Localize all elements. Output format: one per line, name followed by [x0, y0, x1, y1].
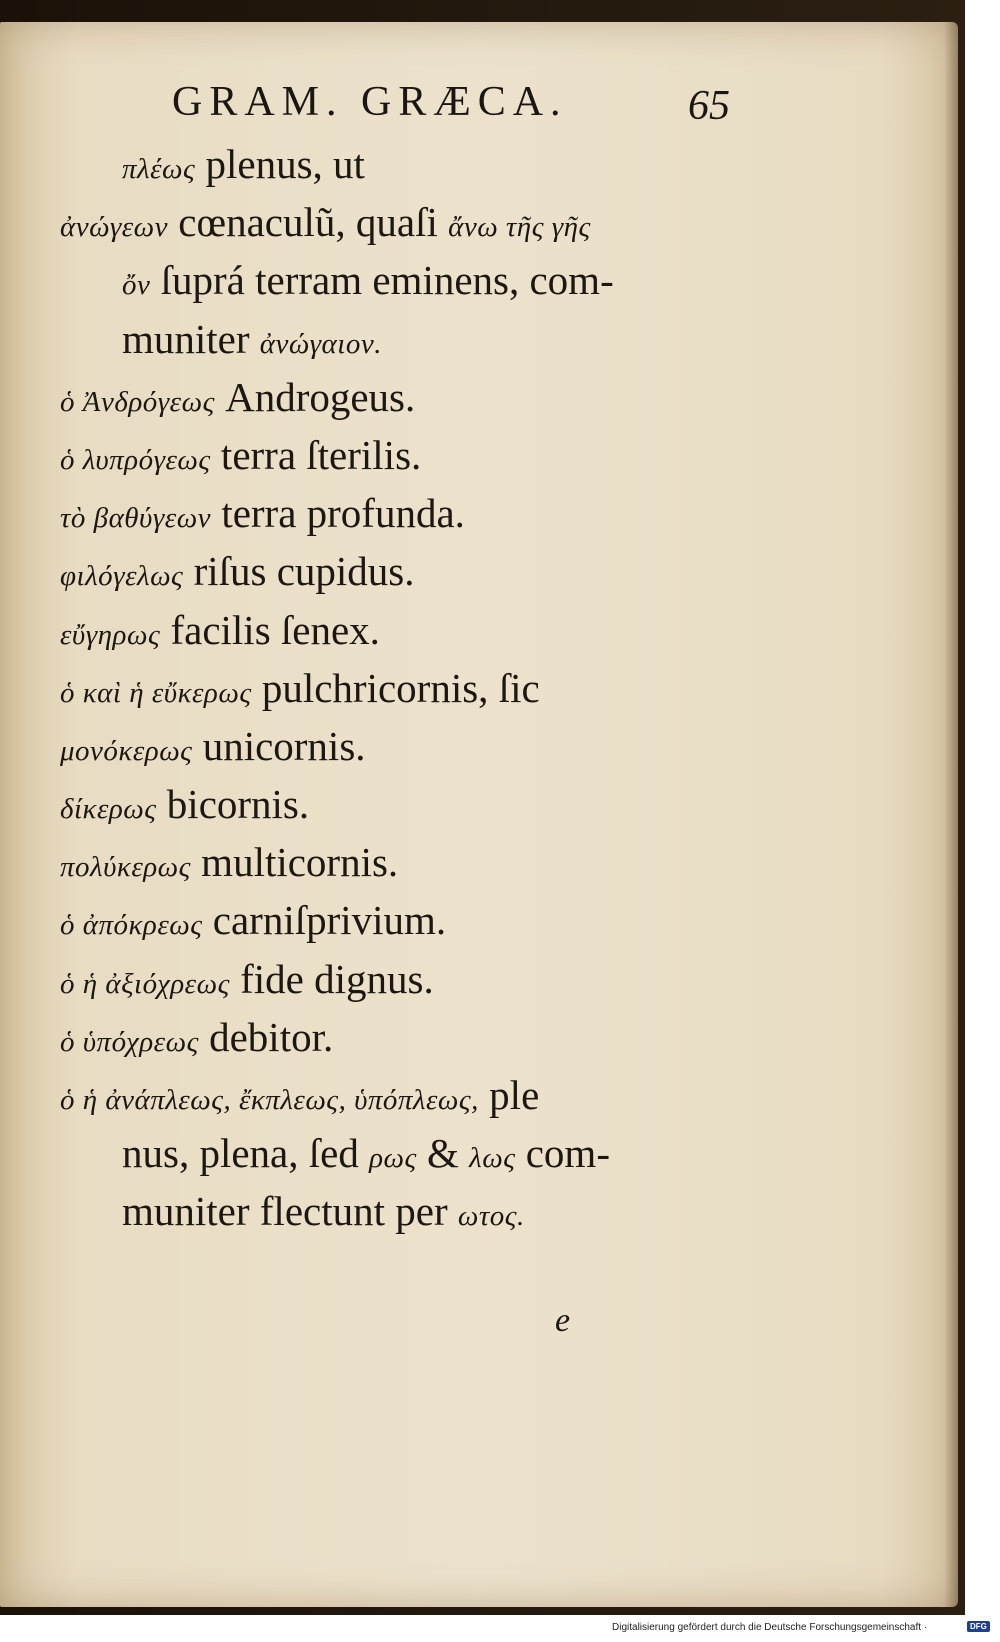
greek-word: πλέως	[122, 153, 196, 185]
latin-text: carniſprivium.	[202, 897, 447, 944]
dfg-logo: DFG	[967, 1621, 990, 1632]
latin-text: debitor.	[198, 1013, 334, 1060]
text-line	[60, 251, 750, 309]
text-block	[60, 135, 750, 1241]
text-line	[60, 775, 750, 833]
text-line	[60, 833, 750, 891]
latin-text: com-	[515, 1130, 610, 1177]
greek-word: μονόκερως	[60, 734, 193, 767]
text-line	[60, 426, 750, 484]
latin-text: riſus cupidus.	[183, 548, 415, 595]
digitization-credit: Digitalisierung gefördert durch die Deutsche Forschungsgemeinschaft ·	[612, 1622, 928, 1633]
text-line	[60, 1182, 750, 1240]
greek-word: φιλόγελως	[60, 560, 184, 593]
text-line	[60, 310, 750, 368]
latin-text: multicornis.	[190, 839, 399, 886]
page-number: 65	[688, 83, 730, 129]
greek-word: ὁ ἡ ἀξιόχρεως	[60, 967, 230, 1000]
text-line	[60, 368, 750, 426]
greek-word: ἀνώγαιον.	[259, 327, 382, 360]
greek-word: δίκερως	[60, 793, 157, 826]
greek-word: ὁ Ἀνδρόγεως	[60, 385, 215, 418]
greek-word: ὁ λυπρόγεως	[60, 443, 211, 476]
signature-mark: e	[555, 1302, 571, 1339]
running-title: GRAM. GRÆCA.	[172, 79, 568, 125]
text-line	[60, 1066, 750, 1124]
text-line	[60, 950, 750, 1008]
greek-word: λως	[469, 1142, 516, 1175]
text-line	[60, 542, 750, 600]
text-line	[60, 193, 750, 251]
latin-text: terra profunda.	[211, 490, 465, 537]
latin-text: terra ſterilis.	[210, 431, 422, 478]
text-line	[60, 601, 750, 659]
latin-text: fide dignus.	[229, 955, 434, 1002]
latin-text: ſuprá terram eminens, com-	[150, 257, 614, 304]
text-line	[60, 1008, 750, 1066]
greek-word: εὔγηρως	[60, 618, 161, 651]
text-line	[60, 135, 750, 193]
latin-text: bicornis.	[156, 781, 310, 828]
greek-word: ρως	[369, 1142, 417, 1175]
greek-word: ὁ καὶ ἡ εὔκερως	[60, 676, 252, 709]
greek-word: ἄνω τῆς γῆς	[448, 211, 591, 244]
latin-text: muniter	[122, 315, 260, 362]
text-line	[60, 717, 750, 775]
latin-text: pulchricornis, ſic	[251, 664, 540, 711]
text-line	[60, 659, 750, 717]
latin-text: nus, plena, ſed	[122, 1130, 370, 1177]
latin-text: muniter flectunt per	[122, 1188, 458, 1235]
greek-word: ὁ ὑπόχρεως	[60, 1025, 199, 1058]
latin-text: unicornis.	[192, 722, 366, 769]
greek-word: ὄν	[122, 269, 151, 302]
latin-text: cœnaculũ, quaſi	[168, 199, 449, 246]
greek-word: ἀνώγεων	[60, 211, 169, 244]
latin-text: Androgeus.	[214, 373, 416, 420]
greek-word: τὸ βαθύγεων	[60, 502, 212, 535]
latin-text: facilis ſenex.	[160, 606, 380, 653]
greek-word: πολύκερως	[60, 851, 191, 884]
latin-text: &	[416, 1130, 470, 1177]
greek-word: ωτος.	[457, 1200, 525, 1233]
text-line	[60, 484, 750, 542]
latin-text: ple	[478, 1072, 540, 1118]
latin-text: plenus, ut	[195, 141, 365, 187]
text-line	[60, 891, 750, 949]
greek-word: ὁ ἀπόκρεως	[60, 909, 203, 942]
text-line	[60, 1124, 750, 1182]
greek-word: ὁ ἡ ἀνάπλεως, ἔκπλεως, ὑπόπλεως,	[60, 1084, 479, 1116]
